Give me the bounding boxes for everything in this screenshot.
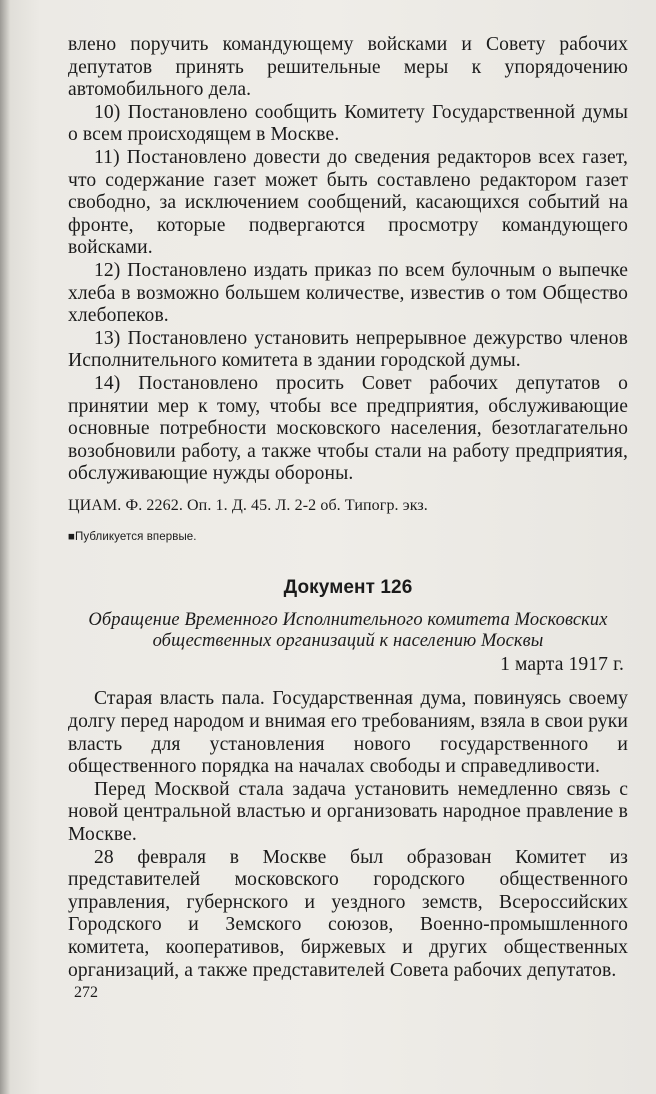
paragraph-item-10: 10) Постановлено сообщить Комитету Государственной думы о всем происходящем в Москве.: [68, 101, 628, 146]
paragraph-item-12: 12) Постановлено издать приказ по всем булочным о выпечке хлеба в возможно большем количестве, известив о том Общество хлебопеков.: [68, 259, 628, 327]
page-text-block: [68, 34, 628, 982]
page-number: 272: [74, 984, 98, 1001]
document-date: 1 марта 1917 г.: [500, 653, 624, 675]
paragraph-continued: влено поручить командующему войсками и Совету рабочих депутатов принять решительные меры к упорядочению автомобильного дела.: [68, 34, 628, 101]
archive-reference: ЦИАМ. Ф. 2262. Оп. 1. Д. 45. Л. 2-2 об. Типогр. экз.: [68, 496, 428, 514]
body-paragraph-2: Перед Москвой стала задача установить немедленно связь с новой центральной властью и организовать народное правление в Москве.: [68, 778, 628, 846]
paragraph-item-11: 11) Постановлено довести до сведения редакторов всех газет, что содержание газет может быть составлено редактором газет свободно, за исключением сообщений, касающихся событий на фронте, которые подвергаются просмотру командующего войсками.: [68, 146, 628, 259]
paragraph-item-13: 13) Постановлено установить непрерывное дежурство членов Исполнительного комитета в здании городской думы.: [68, 327, 628, 372]
book-spine-shadow: [0, 0, 10, 1094]
document-heading: Документ 126: [283, 576, 413, 598]
document-title: Обращение Временного Исполнительного комитета Московских общественных организаций к населению Москвы: [88, 609, 608, 651]
footnote: ■Публикуется впервые.: [68, 530, 197, 543]
body-paragraph-1: Старая власть пала. Государственная дума, повинуясь своему долгу перед народом и внимая его требованиям, взяла в свои руки власть для установления нового государственного и общественного порядка на началах свободы и справедливости.: [68, 688, 628, 778]
paragraph-item-14: 14) Постановлено просить Совет рабочих депутатов о принятии мер к тому, чтобы все предприятия, обслуживающие основные потребности московского населения, безотлагательно возобновили работу, а также чтобы стали на работу предприятия, обслуживающие нужды обороны.: [68, 372, 628, 485]
body-paragraph-3: 28 февраля в Москве был образован Комитет из представителей московского городского общественного управления, губернского и уездного земств, Всероссийских Городского и Земского союзов, Военно-промышленного комитета, кооперативов, биржевых и других общественных организаций, а также представителей Совета рабочих депутатов.: [68, 846, 628, 981]
